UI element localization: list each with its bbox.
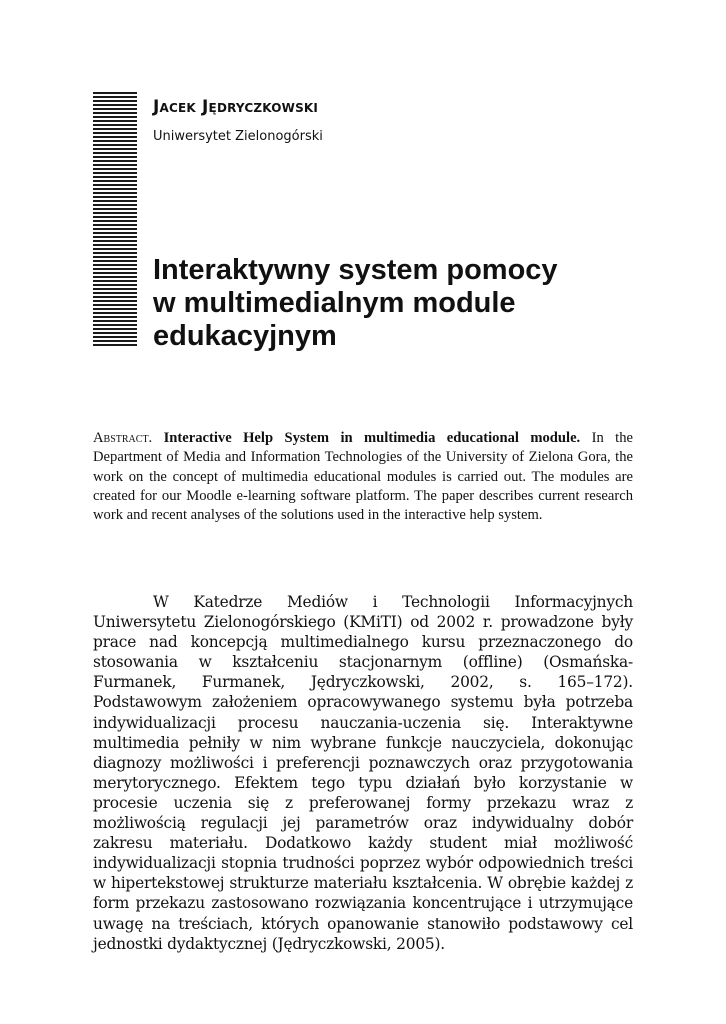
body-paragraph: W Katedrze Mediów i Technologii Informacyjnych Uniwersytetu Zielonogórskiego (KMiTI) od 2002 r. prowadzone były prace nad koncepcją multimedialnego kursu przeznaczonego do stosowania w kształceniu stacjonarnym (offline) (Osmańska-Furmanek, Furmanek, Jędryczkowski, 2002, s. 165–172). Podstawowym założeniem opracowywanego systemu była potrzeba indywidualizacji procesu nauczania-uczenia się. Interaktywne multimedia pełniły w nim wybrane funkcje nauczyciela, dokonując diagnozy możliwości i preferencji poznawczych oraz przygotowania merytorycznego. Efektem tego typu działań było korzystanie w procesie uczenia się z preferowanej formy przekazu wraz z możliwością regulacji jej parametrów oraz indywidualny dobór zakresu materiału. Dodatkowo każdy student miał możliwość indywidualizacji stopnia trudności poprzez wybór odpowiednich treści w hipertekstowej strukturze materiału kształcenia. W obrębie każdej z form przekazu zastosowano rozwiązania koncentrujące i utrzymujące uwagę na treściach, których opanowanie stanowiło podstawowy cel jednostki dydaktycznej (Jędryczkowski, 2005). [93,593,633,953]
decorative-stripes [93,92,137,348]
title-line: w multimedialnym module [153,287,516,319]
title-line: Interaktywny system pomocy [153,254,558,286]
author-affiliation: Uniwersytet Zielonogórski [153,129,323,144]
abstract-label: Abstract. [93,430,153,446]
article-title [153,254,593,353]
abstract-title: Interactive Help System in multimedia educational module. [163,430,581,446]
author-name: Jacek Jędryczkowski [153,97,319,117]
abstract-text: In the Department of Media and Information Technologies of the University of Zielona Gora, the work on the concept of multimedia educational modules is carried out. The modules are created for our Moodle e-learning software platform. The paper describes current research work and recent analyses of the solutions used in the interactive help system. [93,430,633,524]
title-line: edukacyjnym [153,320,337,352]
abstract [93,429,633,525]
